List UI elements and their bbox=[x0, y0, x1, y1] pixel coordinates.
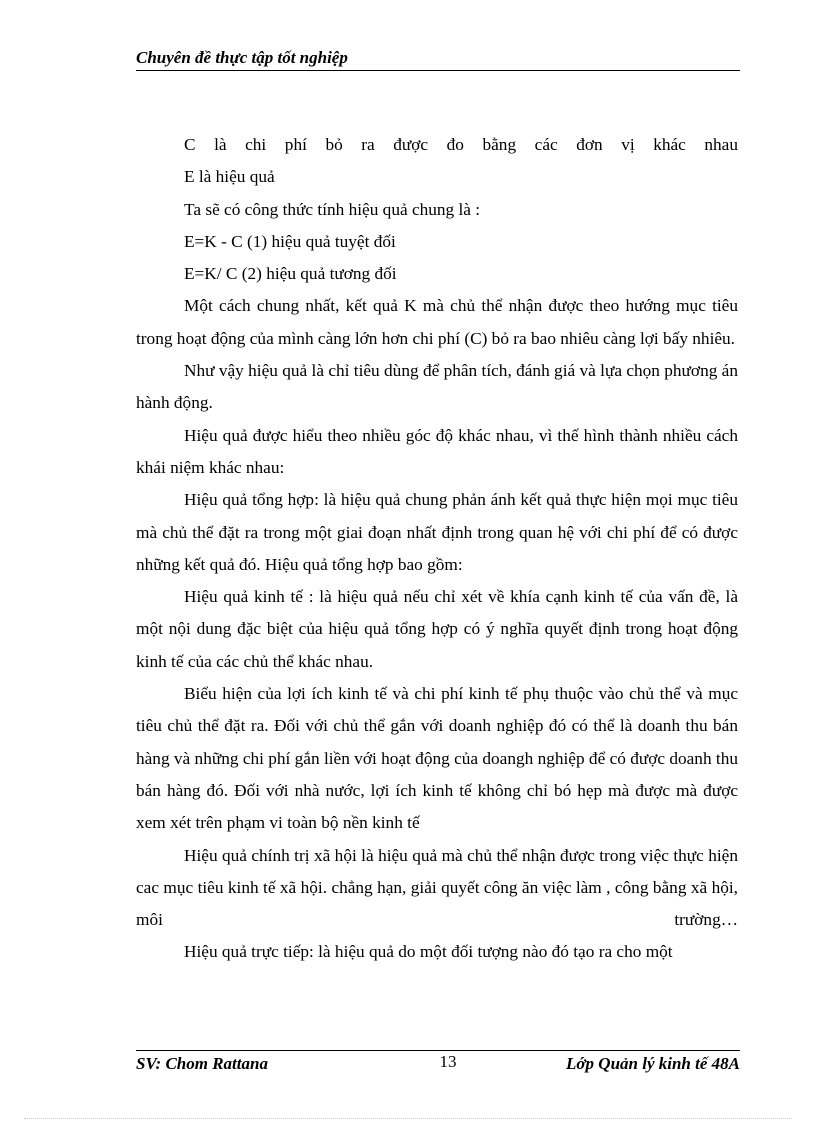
page-bottom-edge bbox=[24, 1118, 792, 1119]
formula-absolute: E=K - C (1) hiệu quả tuyệt đối bbox=[184, 231, 396, 251]
page-number: 13 bbox=[439, 1052, 457, 1071]
footer-divider bbox=[136, 1050, 740, 1051]
formula-relative: E=K/ C (2) hiệu quả tương đối bbox=[184, 264, 397, 284]
paragraph-direct-efficiency: Hiệu quả trực tiếp: là hiệu quả do một đối tượng nào đó tạo ra cho một bbox=[184, 942, 673, 962]
paragraph-economic-efficiency: Hiệu quả kinh tế : là hiệu quả nếu chỉ xét về khía cạnh kinh tế của vấn đề, là một nội dung đặc biệt của hiệu quả tổng hợp có ý nghĩa quyết định trong hoạt động kinh tế của các chủ thể khác nhau. bbox=[136, 587, 738, 671]
paragraph-indicator: Như vậy hiệu quả là chỉ tiêu dùng để phân tích, đánh giá và lựa chọn phương án hành động. bbox=[136, 361, 738, 413]
paragraph-overall-efficiency: Hiệu quả tổng hợp: là hiệu quả chung phản ánh kết quả thực hiện mọi mục tiêu mà chủ thể đặt ra trong một giai đoạn nhất định trong quan hệ với chi phí để có được những kết quả đó. Hiệu quả tổng hợp bao gồm: bbox=[136, 490, 738, 574]
paragraph-cost-definition: C là chi phí bỏ ra được đo bằng các đơn vị khác nhau bbox=[184, 135, 738, 154]
paragraph-socio-political-efficiency: Hiệu quả chính trị xã hội là hiệu quả mà chủ thể nhận được trong việc thực hiện cac mục tiêu kinh tế xã hội. chẳng hạn, giải quyết công ăn việc làm , công bằng xã hội, môi trường… bbox=[136, 845, 738, 930]
paragraph-perspectives: Hiệu quả được hiểu theo nhiều góc độ khác nhau, vì thế hình thành nhiều cách khái niệm khác nhau: bbox=[136, 425, 738, 477]
footer-student-name: SV: Chom Rattana bbox=[136, 1054, 268, 1073]
page-header: Chuyên đề thực tập tốt nghiệp bbox=[136, 48, 740, 71]
footer-class-name: Lớp Quản lý kinh tế 48A bbox=[566, 1054, 740, 1073]
paragraph-formula-intro: Ta sẽ có công thức tính hiệu quả chung là : bbox=[184, 199, 481, 219]
body-text bbox=[136, 129, 738, 969]
paragraph-efficiency-definition: E là hiệu quả bbox=[184, 167, 275, 187]
paragraph-economic-benefit: Biểu hiện của lợi ích kinh tế và chi phí kinh tế phụ thuộc vào chủ thể và mục tiêu chủ thể đặt ra. Đối với chủ thể gắn với doanh nghiệp đó có thể là doanh thu bán hàng và những chi phí gắn liền với hoạt động của doangh nghiệp để có được doanh thu bán hàng đó. Đối với nhà nước, lợi ích kinh tế không chỉ bó hẹp mà được mà được xem xét trên phạm vi toàn bộ nền kinh tế bbox=[136, 684, 738, 833]
paragraph-general-result: Một cách chung nhất, kết quả K mà chủ thể nhận được theo hướng mục tiêu trong hoạt động của mình càng lớn hơn chi phí (C) bỏ ra bao nhiêu càng lợi bấy nhiêu. bbox=[136, 296, 738, 348]
